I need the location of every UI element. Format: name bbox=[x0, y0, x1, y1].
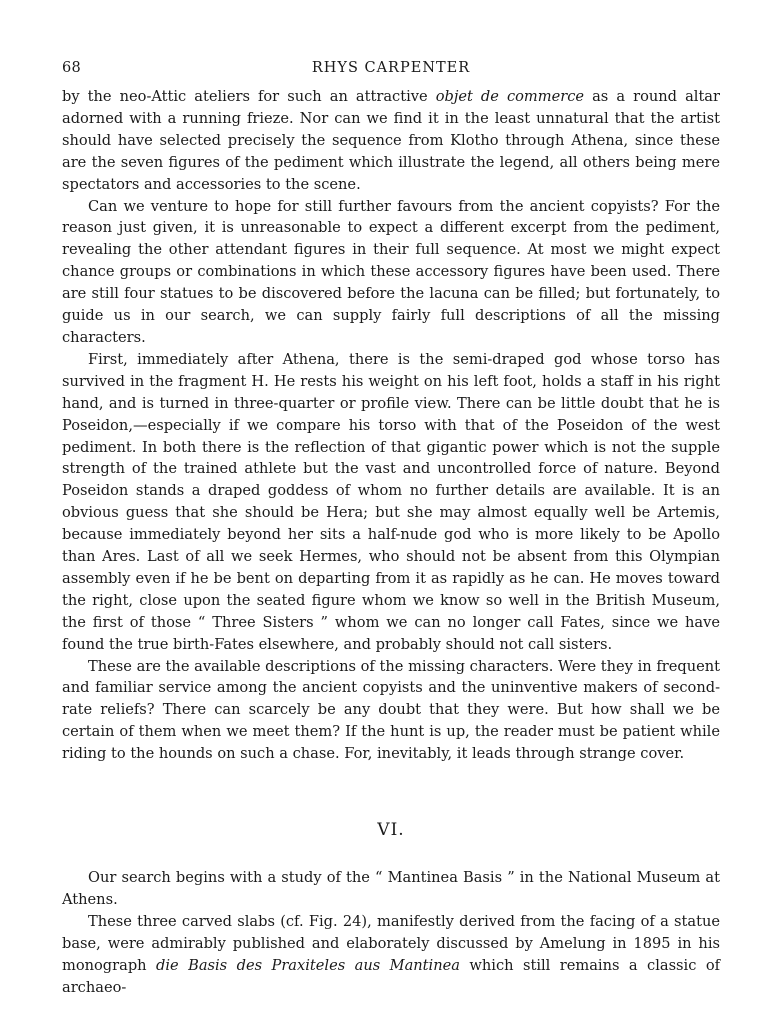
paragraph-1-text-a: by the neo-Attic ateliers for such an attractive bbox=[62, 88, 436, 105]
book-page bbox=[62, 60, 720, 999]
paragraph-5: Our search begins with a study of the “ Mantinea Basis ” in the National Museum at Athens. bbox=[62, 869, 720, 908]
paragraph-4: These are the available descriptions of the missing characters. Were they in frequent and familiar service among the ancient copyists and the uninventive makers of second-rate reliefs? There can scarcely be any doubt that they were. But how shall we be certain of them when we meet them? If the hunt is up, the reader must be patient while riding to the hounds on such a chase. For, inevitably, it leads through strange cover. bbox=[62, 657, 720, 763]
running-title: RHYS CARPENTER bbox=[311, 60, 471, 76]
paragraph-6-italic: die Basis des Praxiteles aus Mantinea bbox=[156, 956, 460, 974]
paragraph-6-text-a: These three carved slabs (cf. Fig. 24), manifestly derived from the facing of a statue base, were admirably published and elaborately discussed by Amelung in 1895 in his monograph bbox=[62, 912, 720, 974]
paragraph-1 bbox=[62, 86, 720, 196]
paragraph-6-text-b: which still remains a classic of archaeo- bbox=[62, 956, 721, 996]
running-header bbox=[62, 60, 720, 86]
paragraph-1-italic: objet de commerce bbox=[435, 88, 585, 105]
paragraph-3: First, immediately after Athena, there is the semi-draped god whose torso has survived in the fragment H. He rests his weight on his left foot, holds a staff in his right hand, and is turned in three-quarter or profile view. There can be little doubt that he is Poseidon,—especially if we compare his torso with that of the Poseidon of the west pediment. In both there is the reflection of that gigantic power which is not the supple strength of the trained athlete but the vast and uncontrolled force of nature. Beyond Poseidon stands a draped goddess of whom no further details are available. It is an obvious guess that she should be Hera; but she may almost equally well be Artemis, because immediately beyond her sits a half-nude god who is more likely to be Apollo than Ares. Last of all we seek Hermes, who should not be absent from this Olympian assembly even if he be bent on departing from it as rapidly as he can. He moves toward the right, close upon the seated figure whom we know so well in the British Museum, the first of those “ Three Sisters ” whom we can no longer call Fates, since we have found the true birth-Fates elsewhere, and probably should not call sisters. bbox=[62, 350, 720, 653]
section-heading: VI. bbox=[377, 820, 405, 841]
paragraph-1-text-b: as a round altar adorned with a running frieze. Nor can we find it in the least unnatural that the artist should have selected precisely the sequence from Klotho through Athena, since these are the seven figures of the pediment which illustrate the legend, all others being mere spectators and accessories to the scene. bbox=[62, 88, 720, 193]
paragraph-2: Can we venture to hope for still further favours from the ancient copyists? For the reason just given, it is unreasonable to expect a different excerpt from the pediment, revealing the other attendant figures in their full sequence. At most we might expect chance groups or combinations in which these accessory figures have been used. There are still four statues to be discovered before the lacuna can be filled; but fortunately, to guide us in our search, we can supply fairly full descriptions of all the missing characters. bbox=[62, 197, 720, 346]
paragraph-6 bbox=[62, 911, 720, 999]
page-number: 68 bbox=[62, 60, 82, 76]
